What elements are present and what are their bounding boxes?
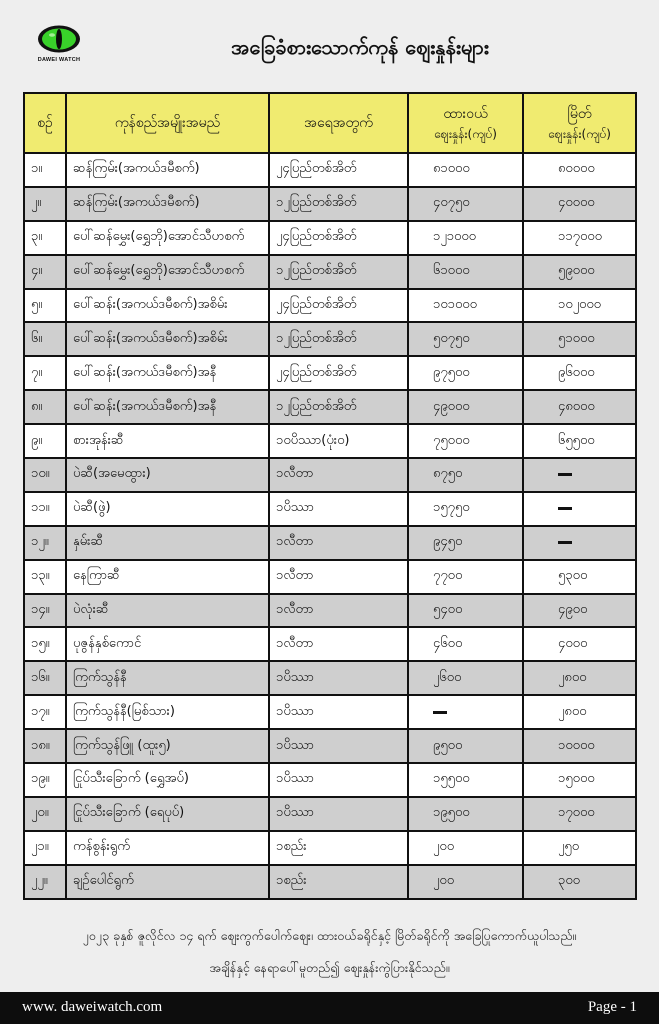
page-footer xyxy=(0,992,659,1024)
tavoy-price-cell: ၇၅၀၀၀ xyxy=(408,424,523,458)
item-name-cell: ပေါ်ဆန်း(အကယ်ဒမီစက်)အစိမ်း xyxy=(66,289,269,323)
tavoy-price-cell: ၂၀၀ xyxy=(408,865,523,899)
col-header-name: ကုန်စည်အမျိုးအမည် xyxy=(66,93,269,153)
myeik-price-cell: ၂၈၀၀ xyxy=(523,695,636,729)
tavoy-price-cell: ၈၇၅၀ xyxy=(408,458,523,492)
row-number-cell: ၅။ xyxy=(24,289,66,323)
myeik-price-cell xyxy=(523,526,636,560)
row-number-cell: ၁၂။ xyxy=(24,526,66,560)
tavoy-price-cell: ၁၂၁၀၀၀ xyxy=(408,221,523,255)
table-row xyxy=(24,661,636,695)
item-name-cell: ကြက်သွန်ဖြူ (ထူး၅) xyxy=(66,729,269,763)
row-number-cell: ၂။ xyxy=(24,187,66,221)
item-name-cell: ပေါ်ဆန်မွှေး(ရွှေဘို)အောင်သီဟစက် xyxy=(66,255,269,289)
item-quantity-cell: ၁လီတာ xyxy=(269,594,408,628)
myeik-price-cell: ၈၀၀၀၀ xyxy=(523,153,636,187)
tavoy-price-cell: ၁၉၅၀၀ xyxy=(408,797,523,831)
table-row xyxy=(24,255,636,289)
myeik-price-cell: ၅၃၀၀ xyxy=(523,560,636,594)
myeik-price-cell: ၂၈၀၀ xyxy=(523,661,636,695)
footnote-disclaimer: အချိန်နှင့် နေရာပေါ်မူတည်၍ ဈေးနှုန်းကွဲပြားနိုင်သည်။ xyxy=(209,960,450,975)
logo-text: DAWEI WATCH xyxy=(37,57,81,63)
item-quantity-cell: ၁လီတာ xyxy=(269,627,408,661)
item-quantity-cell: ၂၄ပြည်တစ်အိတ် xyxy=(269,153,408,187)
row-number-cell: ၇။ xyxy=(24,356,66,390)
item-name-cell: ပုဇွန်နှစ်ကောင် xyxy=(66,627,269,661)
item-quantity-cell: ၁စည်း xyxy=(269,865,408,899)
myeik-price-cell: ၉၆၀၀၀ xyxy=(523,356,636,390)
myeik-price-cell: ၁၇၀၀၀ xyxy=(523,797,636,831)
row-number-cell: ၁၅။ xyxy=(24,627,66,661)
table-row xyxy=(24,763,636,797)
table-row xyxy=(24,560,636,594)
item-quantity-cell: ၁လီတာ xyxy=(269,560,408,594)
item-quantity-cell: ၂၄ပြည်တစ်အိတ် xyxy=(269,289,408,323)
website-link[interactable]: www. daweiwatch.com xyxy=(22,999,163,1015)
row-number-cell: ၂၂။ xyxy=(24,865,66,899)
tavoy-price-cell: ၆၁၀၀၀ xyxy=(408,255,523,289)
table-row xyxy=(24,831,636,865)
item-quantity-cell: ၁၂ပြည်တစ်အိတ် xyxy=(269,187,408,221)
item-name-cell: ပေါ်ဆန်း(အကယ်ဒမီစက်)အနီ xyxy=(66,356,269,390)
item-quantity-cell: ၁စည်း xyxy=(269,831,408,865)
footnote-source: ၂၀၂၃ ခုနှစ် ဇူလိုင်လ ၁၄ ရက် ဈေးကွက်ပေါက်ဈေး၊ ထားဝယ်ခရိုင်နှင့် မြိတ်ခရိုင်ကို အခြေပြုကောက်ယူပါသည်။ xyxy=(82,928,577,943)
tavoy-price-cell: ၂၆၀၀ xyxy=(408,661,523,695)
table-row xyxy=(24,729,636,763)
tavoy-price-cell: ၂၀၀ xyxy=(408,831,523,865)
price-table xyxy=(23,92,637,900)
item-name-cell: ငြုပ်သီးခြောက် (ရွှေအပ်) xyxy=(66,763,269,797)
row-number-cell: ၃။ xyxy=(24,221,66,255)
myeik-price-cell: ၄၀၀၀ xyxy=(523,627,636,661)
table-row xyxy=(24,356,636,390)
item-quantity-cell: ၁ပိဿာ xyxy=(269,661,408,695)
item-quantity-cell: ၁ပိဿာ xyxy=(269,695,408,729)
myeik-price-cell: ၁၁၇၀၀၀ xyxy=(523,221,636,255)
row-number-cell: ၁၇။ xyxy=(24,695,66,729)
tavoy-price-cell: ၇၇၀၀ xyxy=(408,560,523,594)
myeik-price-cell xyxy=(523,492,636,526)
item-name-cell: ဆန်ကြမ်း(အကယ်ဒမီစက်) xyxy=(66,187,269,221)
row-number-cell: ၁၉။ xyxy=(24,763,66,797)
row-number-cell: ၆။ xyxy=(24,322,66,356)
table-row xyxy=(24,322,636,356)
tavoy-price-cell: ၈၁၀၀၀ xyxy=(408,153,523,187)
tavoy-price-cell: ၅၀၇၅၀ xyxy=(408,322,523,356)
myeik-price-cell: ၅၁၀၀၀ xyxy=(523,322,636,356)
table-row xyxy=(24,594,636,628)
item-quantity-cell: ၁၂ပြည်တစ်အိတ် xyxy=(269,255,408,289)
table-row xyxy=(24,390,636,424)
item-quantity-cell: ၁လီတာ xyxy=(269,526,408,560)
item-quantity-cell: ၁ပိဿာ xyxy=(269,797,408,831)
page-number: Page - 1 xyxy=(587,999,637,1015)
item-quantity-cell: ၁ပိဿာ xyxy=(269,729,408,763)
tavoy-price-cell: ၁၀၁၀၀၀ xyxy=(408,289,523,323)
col-header-no: စဉ် xyxy=(24,93,66,153)
item-name-cell: ပေါ်ဆန်မွှေး(ရွှေဘို)အောင်သီဟစက် xyxy=(66,221,269,255)
tavoy-price-cell: ၁၅၅၀၀ xyxy=(408,763,523,797)
green-eye-icon xyxy=(37,24,81,54)
table-row xyxy=(24,424,636,458)
table-row xyxy=(24,526,636,560)
table-row xyxy=(24,492,636,526)
row-number-cell: ၄။ xyxy=(24,255,66,289)
item-name-cell: ကြက်သွန်နီ(မြစ်သား) xyxy=(66,695,269,729)
tavoy-price-cell: ၅၄၀၀ xyxy=(408,594,523,628)
item-name-cell: နေကြာဆီ xyxy=(66,560,269,594)
item-name-cell: ချဉ်ပေါင်ရွက် xyxy=(66,865,269,899)
no-price-dash xyxy=(433,711,447,714)
row-number-cell: ၁၆။ xyxy=(24,661,66,695)
tavoy-price-cell: ၉၇၅၀၀ xyxy=(408,356,523,390)
table-row xyxy=(24,221,636,255)
item-name-cell: ကန်စွန်းရွက် xyxy=(66,831,269,865)
item-quantity-cell: ၂၄ပြည်တစ်အိတ် xyxy=(269,356,408,390)
table-row xyxy=(24,187,636,221)
row-number-cell: ၁၀။ xyxy=(24,458,66,492)
row-number-cell: ၂၁။ xyxy=(24,831,66,865)
tavoy-price-cell: ၄၆၀၀ xyxy=(408,627,523,661)
item-quantity-cell: ၁၀ပိဿာ(ပုံး၀) xyxy=(269,424,408,458)
myeik-price-cell: ၆၅၅၀၀ xyxy=(523,424,636,458)
item-name-cell: ဆန်ကြမ်း(အကယ်ဒမီစက်) xyxy=(66,153,269,187)
myeik-price-cell: ၄၉၀၀ xyxy=(523,594,636,628)
tavoy-price-cell: ၉၄၅၀ xyxy=(408,526,523,560)
tavoy-price-cell: ၄၉၀၀၀ xyxy=(408,390,523,424)
row-number-cell: ၁၃။ xyxy=(24,560,66,594)
item-quantity-cell: ၁ပိဿာ xyxy=(269,492,408,526)
col-header-myeik-line1: မြိတ် xyxy=(567,105,592,122)
item-name-cell: ပဲဆီ(ဖွဲ) xyxy=(66,492,269,526)
table-header-row xyxy=(24,93,636,153)
item-name-cell: ကြက်သွန်နီ xyxy=(66,661,269,695)
myeik-price-cell: ၅၉၀၀၀ xyxy=(523,255,636,289)
row-number-cell: ၉။ xyxy=(24,424,66,458)
col-header-myeik-line2: ဈေးနှုန်း(ကျပ်) xyxy=(548,126,611,141)
price-table-body xyxy=(24,153,636,899)
table-row xyxy=(24,695,636,729)
dawei-watch-logo xyxy=(24,24,94,80)
tavoy-price-cell: ၄၀၇၅၀ xyxy=(408,187,523,221)
item-quantity-cell: ၁၂ပြည်တစ်အိတ် xyxy=(269,390,408,424)
table-row xyxy=(24,458,636,492)
col-header-unit: အရေအတွက် xyxy=(269,93,408,153)
row-number-cell: ၁၈။ xyxy=(24,729,66,763)
myeik-price-cell: ၃၀၀ xyxy=(523,865,636,899)
row-number-cell: ၁။ xyxy=(24,153,66,187)
table-row xyxy=(24,627,636,661)
tavoy-price-cell: ၁၅၇၅၀ xyxy=(408,492,523,526)
item-name-cell: ငြုပ်သီးခြောက် (ရေပုပ်) xyxy=(66,797,269,831)
myeik-price-cell: ၁၀၂၀၀၀ xyxy=(523,289,636,323)
myeik-price-cell: ၁၀၀၀၀ xyxy=(523,729,636,763)
col-header-tavoy-line1: ထားဝယ် xyxy=(443,105,488,122)
page-title: အခြေခံစားသောက်ကုန် ဈေးနှုန်းများ xyxy=(231,35,489,59)
col-header-tavoy-line2: ဈေးနှုန်း(ကျပ်) xyxy=(434,126,497,141)
myeik-price-cell: ၁၅၀၀၀ xyxy=(523,763,636,797)
myeik-price-cell xyxy=(523,458,636,492)
item-name-cell: ပေါ်ဆန်း(အကယ်ဒမီစက်)အနီ xyxy=(66,390,269,424)
table-row xyxy=(24,153,636,187)
row-number-cell: ၈။ xyxy=(24,390,66,424)
myeik-price-cell: ၄၀၀၀၀ xyxy=(523,187,636,221)
no-price-dash xyxy=(558,507,572,510)
no-price-dash xyxy=(558,473,572,476)
item-quantity-cell: ၁၂ပြည်တစ်အိတ် xyxy=(269,322,408,356)
table-row xyxy=(24,289,636,323)
col-header-tavoy-price xyxy=(408,93,523,153)
page-header xyxy=(0,0,659,88)
tavoy-price-cell: ၉၅၀၀ xyxy=(408,729,523,763)
item-quantity-cell: ၁လီတာ xyxy=(269,458,408,492)
row-number-cell: ၁၄။ xyxy=(24,594,66,628)
table-row xyxy=(24,797,636,831)
item-name-cell: စားအုန်းဆီ xyxy=(66,424,269,458)
item-quantity-cell: ၁ပိဿာ xyxy=(269,763,408,797)
col-header-myeik-price xyxy=(523,93,636,153)
item-name-cell: နှမ်းဆီ xyxy=(66,526,269,560)
item-quantity-cell: ၂၄ပြည်တစ်အိတ် xyxy=(269,221,408,255)
tavoy-price-cell xyxy=(408,695,523,729)
myeik-price-cell: ၂၅၀ xyxy=(523,831,636,865)
row-number-cell: ၁၁။ xyxy=(24,492,66,526)
no-price-dash xyxy=(558,541,572,544)
item-name-cell: ပေါ်ဆန်း(အကယ်ဒမီစက်)အစိမ်း xyxy=(66,322,269,356)
row-number-cell: ၂၀။ xyxy=(24,797,66,831)
item-name-cell: ပဲဆီ(အမေထွား) xyxy=(66,458,269,492)
item-name-cell: ပဲလုံးဆီ xyxy=(66,594,269,628)
table-row xyxy=(24,865,636,899)
myeik-price-cell: ၄၈၀၀၀ xyxy=(523,390,636,424)
